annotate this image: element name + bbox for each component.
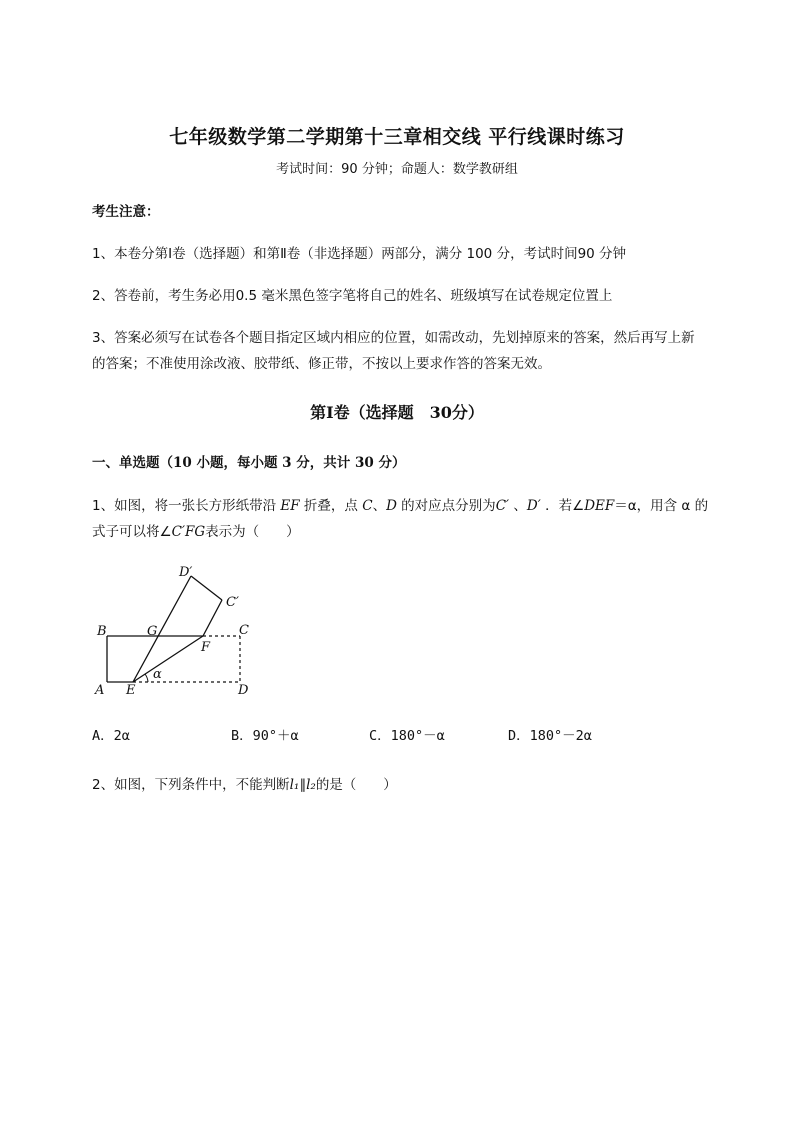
q2-l2: l₂: [306, 777, 316, 793]
q1-option-b[interactable]: B．90°＋α: [231, 728, 299, 744]
label-g: G: [147, 624, 158, 639]
section-title: 第Ⅰ卷（选择题 30分）: [310, 403, 484, 422]
q1-text: 表示为（ ）: [205, 524, 300, 540]
label-c: C: [239, 623, 249, 638]
question-1-line-2: [92, 520, 300, 540]
edge-ed-prime: [133, 576, 191, 682]
page-title: 七年级数学第二学期第十三章相交线 平行线课时练习: [169, 126, 625, 148]
folding-figure: [88, 560, 268, 705]
q1-text: ．若∠: [540, 498, 585, 514]
label-d-prime: D′: [179, 565, 193, 580]
question-2: [92, 773, 397, 793]
q1-ef: EF: [280, 498, 300, 514]
exam-info: 考试时间：90 分钟；命题人：数学教研组: [276, 162, 518, 177]
edge-c-prime-f: [203, 600, 222, 636]
fold-line-ef: [133, 636, 203, 682]
q1-text: 式子可以将∠: [92, 524, 172, 540]
q1-d-prime: D′: [526, 498, 541, 514]
q1-text: 1、如图，将一张长方形纸带沿: [92, 498, 281, 514]
q1-c: C: [362, 498, 373, 514]
part-heading: 一、单选题（10 小题，每小题 3 分，共计 30 分）: [92, 455, 406, 471]
q1-option-c[interactable]: C．180°－α: [369, 728, 445, 744]
q1-text: ＝α，用含 α 的: [614, 498, 709, 514]
q1-option-d[interactable]: D．180°－2α: [508, 728, 592, 744]
alpha-arc: [145, 674, 148, 682]
label-b: B: [97, 624, 107, 639]
label-e: E: [126, 683, 136, 698]
q1-text: 的对应点分别为: [396, 498, 496, 514]
q2-l1: l₁: [289, 777, 300, 793]
notice-item-1: 1、本卷分第Ⅰ卷（选择题）和第Ⅱ卷（非选择题）两部分，满分 100 分，考试时间90 分钟: [92, 246, 627, 262]
label-alpha: α: [153, 667, 162, 682]
q1-cfg: C′FG: [171, 524, 206, 540]
label-f: F: [201, 640, 211, 655]
notice-item-3: 3、答案必须写在试卷各个题目指定区域内相应的位置，如需改动，先划掉原来的答案，然后再写上新: [92, 330, 695, 346]
notice-item-2: 2、答卷前，考生务必用0.5 毫米黑色签字笔将自己的姓名、班级填写在试卷规定位置上: [92, 288, 613, 304]
q2-text: 的是（ ）: [315, 777, 397, 793]
notice-heading: 考生注意：: [92, 204, 160, 220]
q1-comma: 、: [372, 498, 387, 514]
question-1-line-1: [92, 494, 708, 514]
edge-d-prime-c-prime: [191, 576, 222, 600]
notice-item-3-cont: 的答案；不准使用涂改液、胶带纸、修正带，不按以上要求作答的答案无效。: [92, 356, 551, 372]
q1-text: 折叠，点: [299, 498, 363, 514]
q1-c-prime: C′: [495, 498, 510, 514]
q1-d: D: [386, 498, 397, 514]
label-a: A: [95, 683, 105, 698]
q1-def: DEF: [584, 498, 615, 514]
label-d: D: [238, 683, 249, 698]
q2-text: 2、如图，下列条件中，不能判断: [92, 777, 290, 793]
label-c-prime: C′: [226, 595, 239, 610]
q1-sep: 、: [509, 498, 527, 514]
q2-parallel: ∥: [299, 777, 307, 793]
q1-option-a[interactable]: A．2α: [92, 728, 130, 744]
